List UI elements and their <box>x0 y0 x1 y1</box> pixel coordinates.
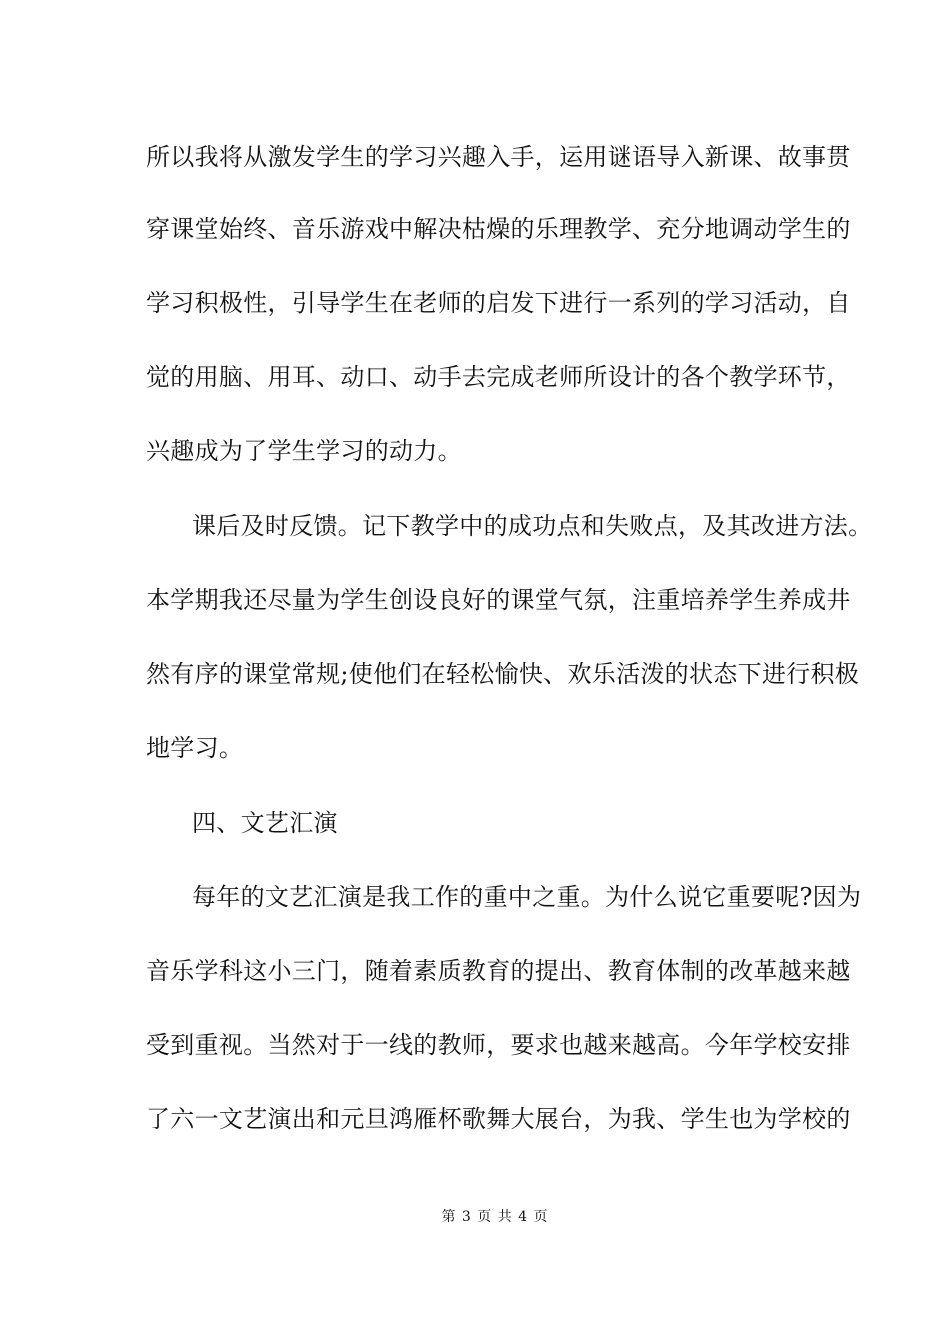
text-line: 地学习。 <box>146 734 244 762</box>
text-line: 穿课堂始终、音乐游戏中解决枯燥的乐理教学、充分地调动学生的 <box>146 215 851 243</box>
text-line: 学习积极性，引导学生在老师的启发下进行一系列的学习活动，自 <box>146 289 851 317</box>
text-line: 受到重视。当然对于一线的教师，要求也越来越高。今年学校安排 <box>146 1031 851 1059</box>
section-heading: 四、文艺汇演 <box>192 809 338 837</box>
text-line: 本学期我还尽量为学生创设良好的课堂气氛，注重培养学生养成井 <box>146 586 851 614</box>
text-line: 所以我将从激发学生的学习兴趣入手，运用谜语导入新课、故事贯 <box>146 143 851 171</box>
text-line: 然有序的课堂常规;使他们在轻松愉快、欢乐活泼的状态下进行积极 <box>146 660 860 688</box>
text-line: 音乐学科这小三门，随着素质教育的提出、教育体制的改革越来越 <box>146 957 851 985</box>
paragraph-start-line: 课后及时反馈。记下教学中的成功点和失败点，及其改进方法。 <box>192 512 873 540</box>
paragraph-start-line: 每年的文艺汇演是我工作的重中之重。为什么说它重要呢?因为 <box>192 883 862 911</box>
text-line: 兴趣成为了学生学习的动力。 <box>146 437 462 465</box>
page-number-footer: 第 3 页 共 4 页 <box>441 1209 549 1225</box>
text-line: 觉的用脑、用耳、动口、动手去完成老师所设计的各个教学环节， <box>146 363 851 391</box>
text-line: 了六一文艺演出和元旦鸿雁杯歌舞大展台，为我、学生也为学校的 <box>146 1105 851 1133</box>
